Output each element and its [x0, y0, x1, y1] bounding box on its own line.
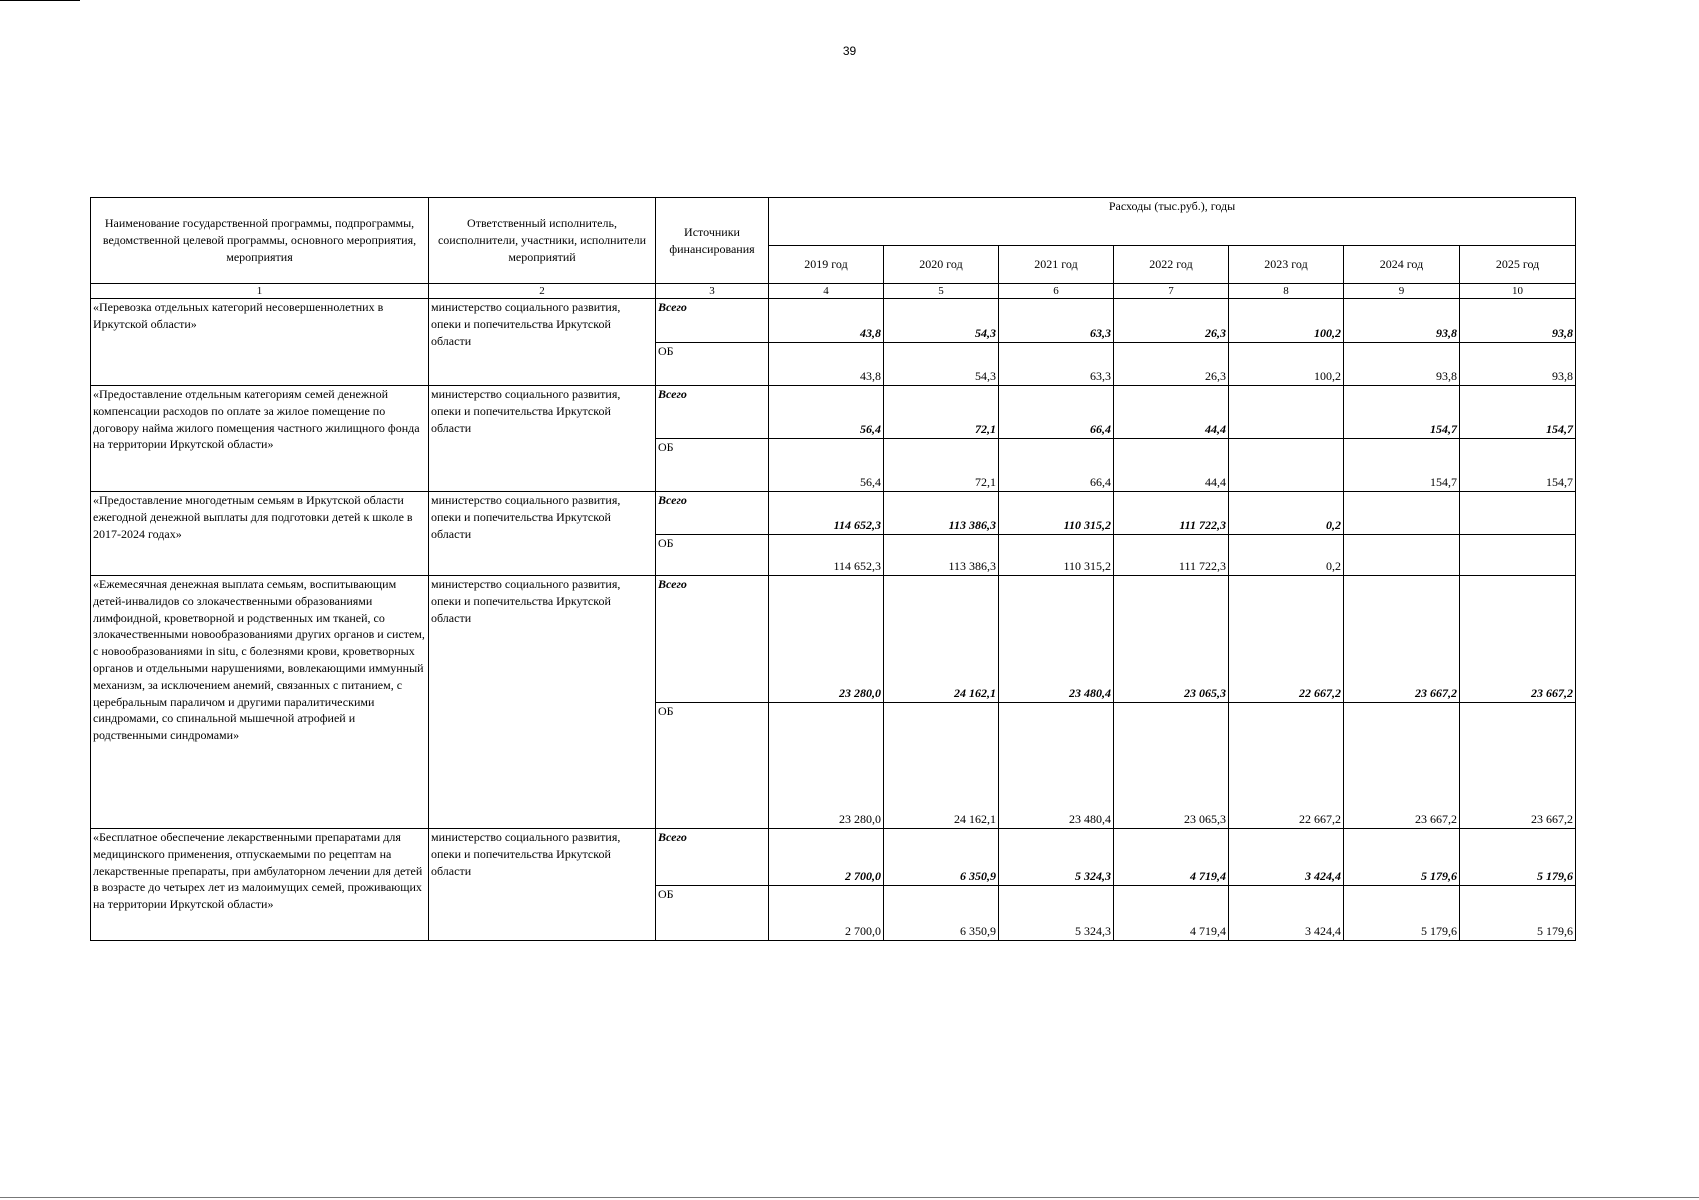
- column-number: 3: [656, 284, 769, 299]
- ob-value: 54,3: [884, 343, 999, 386]
- source-total-label: Всего: [656, 829, 769, 886]
- total-value: 100,2: [1229, 299, 1344, 343]
- header-year: 2020 год: [884, 246, 999, 284]
- executor: министерство социального развития, опеки и попечительства Иркутской области: [429, 576, 656, 829]
- ob-value: 111 722,3: [1114, 535, 1229, 576]
- ob-value: 5 179,6: [1344, 886, 1460, 941]
- total-value: [1344, 492, 1460, 535]
- ob-value: 154,7: [1460, 439, 1576, 492]
- total-value: 2 700,0: [769, 829, 884, 886]
- program-name: «Перевозка отдельных категорий несовершеннолетних в Иркутской области»: [91, 299, 429, 386]
- ob-value: 66,4: [999, 439, 1114, 492]
- column-number: 7: [1114, 284, 1229, 299]
- total-value: 24 162,1: [884, 576, 999, 703]
- ob-value: 44,4: [1114, 439, 1229, 492]
- total-value: 110 315,2: [999, 492, 1114, 535]
- source-ob-label: ОБ: [656, 703, 769, 829]
- header-name: Наименование государственной программы, подпрограммы, ведомственной целевой программы, основного мероприятия, мероприятия: [91, 198, 429, 284]
- ob-value: 56,4: [769, 439, 884, 492]
- program-name: «Бесплатное обеспечение лекарственными препаратами для медицинского применения, отпускаемыми по рецептам на лекарственные препараты, при амбулаторном лечении для детей в возрасте до четырех лет из малоимущих семей, проживающих на территории Иркутской области»: [91, 829, 429, 941]
- header-year: 2025 год: [1460, 246, 1576, 284]
- executor: министерство социального развития, опеки и попечительства Иркутской области: [429, 829, 656, 941]
- header-year: 2024 год: [1344, 246, 1460, 284]
- total-value: 66,4: [999, 386, 1114, 439]
- ob-value: 72,1: [884, 439, 999, 492]
- column-number: 9: [1344, 284, 1460, 299]
- ob-value: 100,2: [1229, 343, 1344, 386]
- executor: министерство социального развития, опеки и попечительства Иркутской области: [429, 492, 656, 576]
- ob-value: 93,8: [1460, 343, 1576, 386]
- header-executor: Ответственный исполнитель, соисполнители, участники, исполнители мероприятий: [429, 198, 656, 284]
- executor: министерство социального развития, опеки и попечительства Иркутской области: [429, 386, 656, 492]
- total-value: 111 722,3: [1114, 492, 1229, 535]
- total-value: 54,3: [884, 299, 999, 343]
- column-number: 10: [1460, 284, 1576, 299]
- table-row: [91, 492, 1576, 535]
- column-number: 1: [91, 284, 429, 299]
- header-expenses: Расходы (тыс.руб.), годы: [769, 198, 1576, 246]
- ob-value: 26,3: [1114, 343, 1229, 386]
- total-value: 23 667,2: [1344, 576, 1460, 703]
- source-ob-label: ОБ: [656, 535, 769, 576]
- column-number: 2: [429, 284, 656, 299]
- ob-value: 4 719,4: [1114, 886, 1229, 941]
- executor: министерство социального развития, опеки и попечительства Иркутской области: [429, 299, 656, 386]
- header-year: 2019 год: [769, 246, 884, 284]
- total-value: 4 719,4: [1114, 829, 1229, 886]
- ob-value: 114 652,3: [769, 535, 884, 576]
- total-value: 44,4: [1114, 386, 1229, 439]
- header-year: 2023 год: [1229, 246, 1344, 284]
- budget-table: [90, 197, 1576, 941]
- ob-value: 23 667,2: [1344, 703, 1460, 829]
- total-value: 0,2: [1229, 492, 1344, 535]
- header-source: Источники финансирования: [656, 198, 769, 284]
- total-value: 93,8: [1460, 299, 1576, 343]
- program-name: «Предоставление отдельным категориям семей денежной компенсации расходов по оплате за жилое помещение по договору найма жилого помещения частного жилищного фонда на территории Иркутской области»: [91, 386, 429, 492]
- total-value: 93,8: [1344, 299, 1460, 343]
- ob-value: 24 162,1: [884, 703, 999, 829]
- source-ob-label: ОБ: [656, 343, 769, 386]
- ob-value: 3 424,4: [1229, 886, 1344, 941]
- total-value: 6 350,9: [884, 829, 999, 886]
- table-row: [91, 299, 1576, 343]
- ob-value: [1460, 535, 1576, 576]
- table-row: [91, 829, 1576, 886]
- column-number: 6: [999, 284, 1114, 299]
- page-bottom-edge: [0, 1197, 1699, 1198]
- ob-value: 43,8: [769, 343, 884, 386]
- total-value: 43,8: [769, 299, 884, 343]
- total-value: 72,1: [884, 386, 999, 439]
- total-value: 23 667,2: [1460, 576, 1576, 703]
- ob-value: [1229, 439, 1344, 492]
- total-value: 63,3: [999, 299, 1114, 343]
- total-value: [1460, 492, 1576, 535]
- source-total-label: Всего: [656, 492, 769, 535]
- total-value: 22 667,2: [1229, 576, 1344, 703]
- header-year: 2021 год: [999, 246, 1114, 284]
- ob-value: 6 350,9: [884, 886, 999, 941]
- column-number: 5: [884, 284, 999, 299]
- total-value: 154,7: [1344, 386, 1460, 439]
- ob-value: 23 667,2: [1460, 703, 1576, 829]
- table-row: [91, 576, 1576, 703]
- source-total-label: Всего: [656, 299, 769, 343]
- ob-value: [1344, 535, 1460, 576]
- total-value: 5 324,3: [999, 829, 1114, 886]
- source-total-label: Всего: [656, 576, 769, 703]
- total-value: [1229, 386, 1344, 439]
- page-number: 39: [842, 44, 857, 58]
- table-row: [91, 386, 1576, 439]
- source-ob-label: ОБ: [656, 886, 769, 941]
- source-ob-label: ОБ: [656, 439, 769, 492]
- total-value: 114 652,3: [769, 492, 884, 535]
- ob-value: 5 324,3: [999, 886, 1114, 941]
- ob-value: 2 700,0: [769, 886, 884, 941]
- total-value: 113 386,3: [884, 492, 999, 535]
- ob-value: 23 065,3: [1114, 703, 1229, 829]
- column-number: 8: [1229, 284, 1344, 299]
- total-value: 23 280,0: [769, 576, 884, 703]
- column-number: 4: [769, 284, 884, 299]
- program-name: «Ежемесячная денежная выплата семьям, воспитывающим детей-инвалидов со злокачественными образованиями лимфоидной, кроветворной и родственных им тканей, со злокачественными новообразованиями других органов и систем, с новообразованиями in situ, с болезнями крови, кроветворных органов и отдельными нарушениями, вовлекающими иммунный механизм, за исключением анемий, связанных с питанием, с церебральным параличом и другими паралитическими синдромами, со спинальной мышечной атрофией и родственными синдромами»: [91, 576, 429, 829]
- source-total-label: Всего: [656, 386, 769, 439]
- total-value: 154,7: [1460, 386, 1576, 439]
- total-value: 5 179,6: [1460, 829, 1576, 886]
- corner-line: [0, 0, 80, 1]
- ob-value: 63,3: [999, 343, 1114, 386]
- total-value: 56,4: [769, 386, 884, 439]
- ob-value: 5 179,6: [1460, 886, 1576, 941]
- total-value: 23 065,3: [1114, 576, 1229, 703]
- ob-value: 0,2: [1229, 535, 1344, 576]
- total-value: 3 424,4: [1229, 829, 1344, 886]
- total-value: 26,3: [1114, 299, 1229, 343]
- ob-value: 110 315,2: [999, 535, 1114, 576]
- total-value: 5 179,6: [1344, 829, 1460, 886]
- header-year: 2022 год: [1114, 246, 1229, 284]
- ob-value: 22 667,2: [1229, 703, 1344, 829]
- ob-value: 113 386,3: [884, 535, 999, 576]
- total-value: 23 480,4: [999, 576, 1114, 703]
- ob-value: 23 480,4: [999, 703, 1114, 829]
- ob-value: 23 280,0: [769, 703, 884, 829]
- ob-value: 154,7: [1344, 439, 1460, 492]
- program-name: «Предоставление многодетным семьям в Иркутской области ежегодной денежной выплаты для подготовки детей к школе в 2017-2024 годах»: [91, 492, 429, 576]
- ob-value: 93,8: [1344, 343, 1460, 386]
